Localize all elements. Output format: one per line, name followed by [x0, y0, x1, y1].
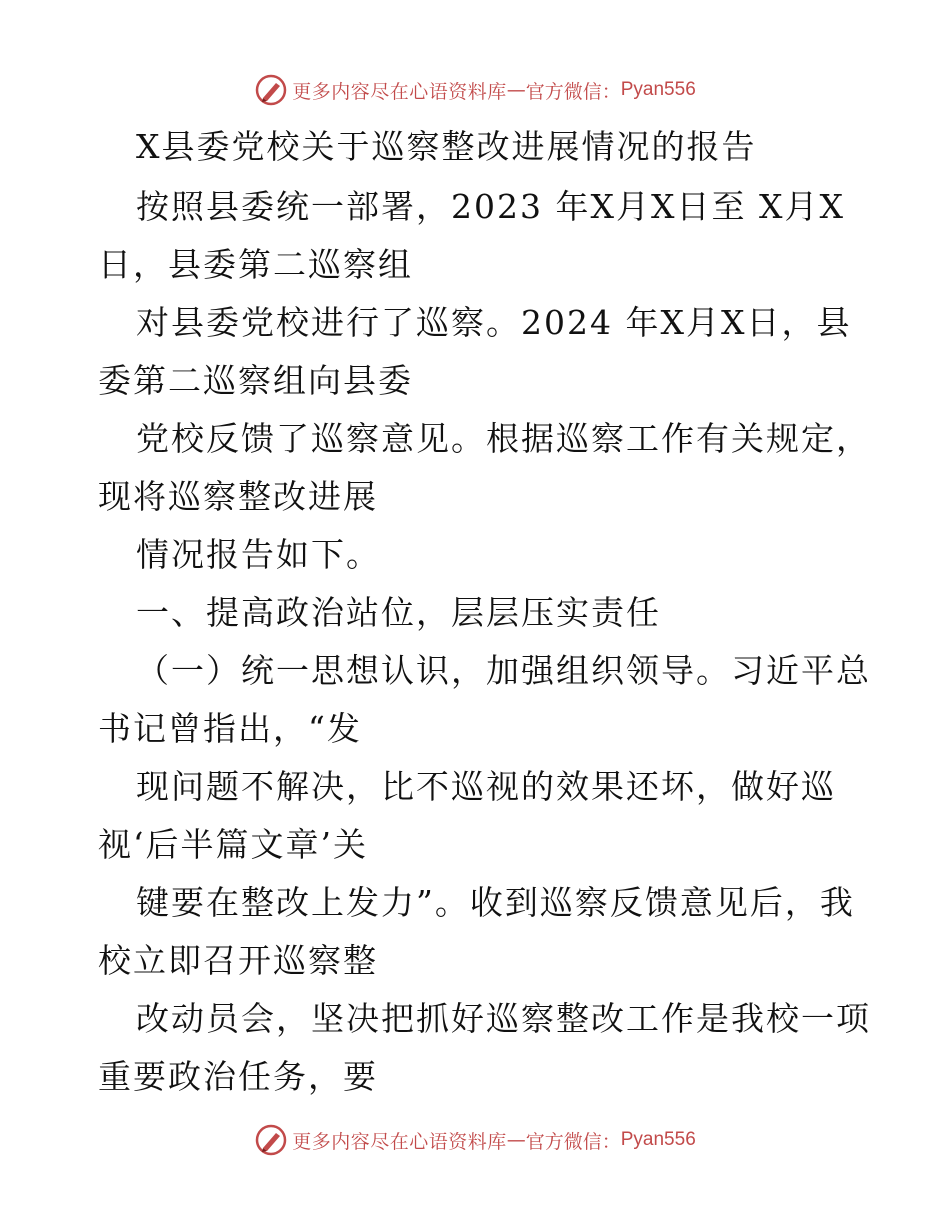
watermark-text: 更多内容尽在心语资料库: [292, 80, 507, 103]
watermark-wechat-id: Pyan556: [620, 79, 696, 100]
text-line: （一）统一思想认识，加强组织领导。习近平总: [136, 651, 871, 690]
pen-logo-icon: [254, 73, 288, 107]
watermark-wechat-label: 官方微信：: [525, 1130, 621, 1153]
section-heading: 一、提高政治站位，层层压实责任: [136, 593, 661, 632]
watermark-text: 更多内容尽在心语资料库: [292, 1130, 507, 1153]
text-line: 对县委党校进行了巡察。2024 年X月X日，县: [136, 303, 852, 342]
text-line: 情况报告如下。: [136, 535, 381, 574]
footer-watermark: [0, 1120, 950, 1160]
watermark-dash: —: [506, 79, 526, 101]
text-line: 日，县委第二巡察组: [98, 245, 413, 284]
doc-title: X县委党校关于巡察整改进展情况的报告: [136, 127, 757, 166]
text-line: 校立即召开巡察整: [98, 941, 378, 980]
text-line: 重要政治任务，要: [98, 1057, 378, 1096]
text-line: 键要在整改上发力”。收到巡察反馈意见后，我: [136, 883, 855, 922]
text-line: 书记曾指出，“发: [98, 709, 362, 748]
watermark-wechat-label: 官方微信：: [525, 80, 621, 103]
header-watermark: [0, 70, 950, 110]
text-line: 现将巡察整改进展: [98, 477, 378, 516]
watermark-wechat-id: Pyan556: [620, 1129, 696, 1150]
text-line: 现问题不解决，比不巡视的效果还坏，做好巡: [136, 767, 836, 806]
text-line: 党校反馈了巡察意见。根据巡察工作有关规定，: [136, 419, 871, 458]
text-line: 改动员会，坚决把抓好巡察整改工作是我校一项: [136, 999, 871, 1038]
text-line: 委第二巡察组向县委: [98, 361, 413, 400]
watermark-dash: —: [506, 1129, 526, 1151]
pen-logo-icon: [254, 1123, 288, 1157]
text-line: 按照县委统一部署，2023 年X月X日至 X月X: [136, 187, 845, 226]
text-line: 视‘后半篇文章’关: [98, 825, 368, 864]
